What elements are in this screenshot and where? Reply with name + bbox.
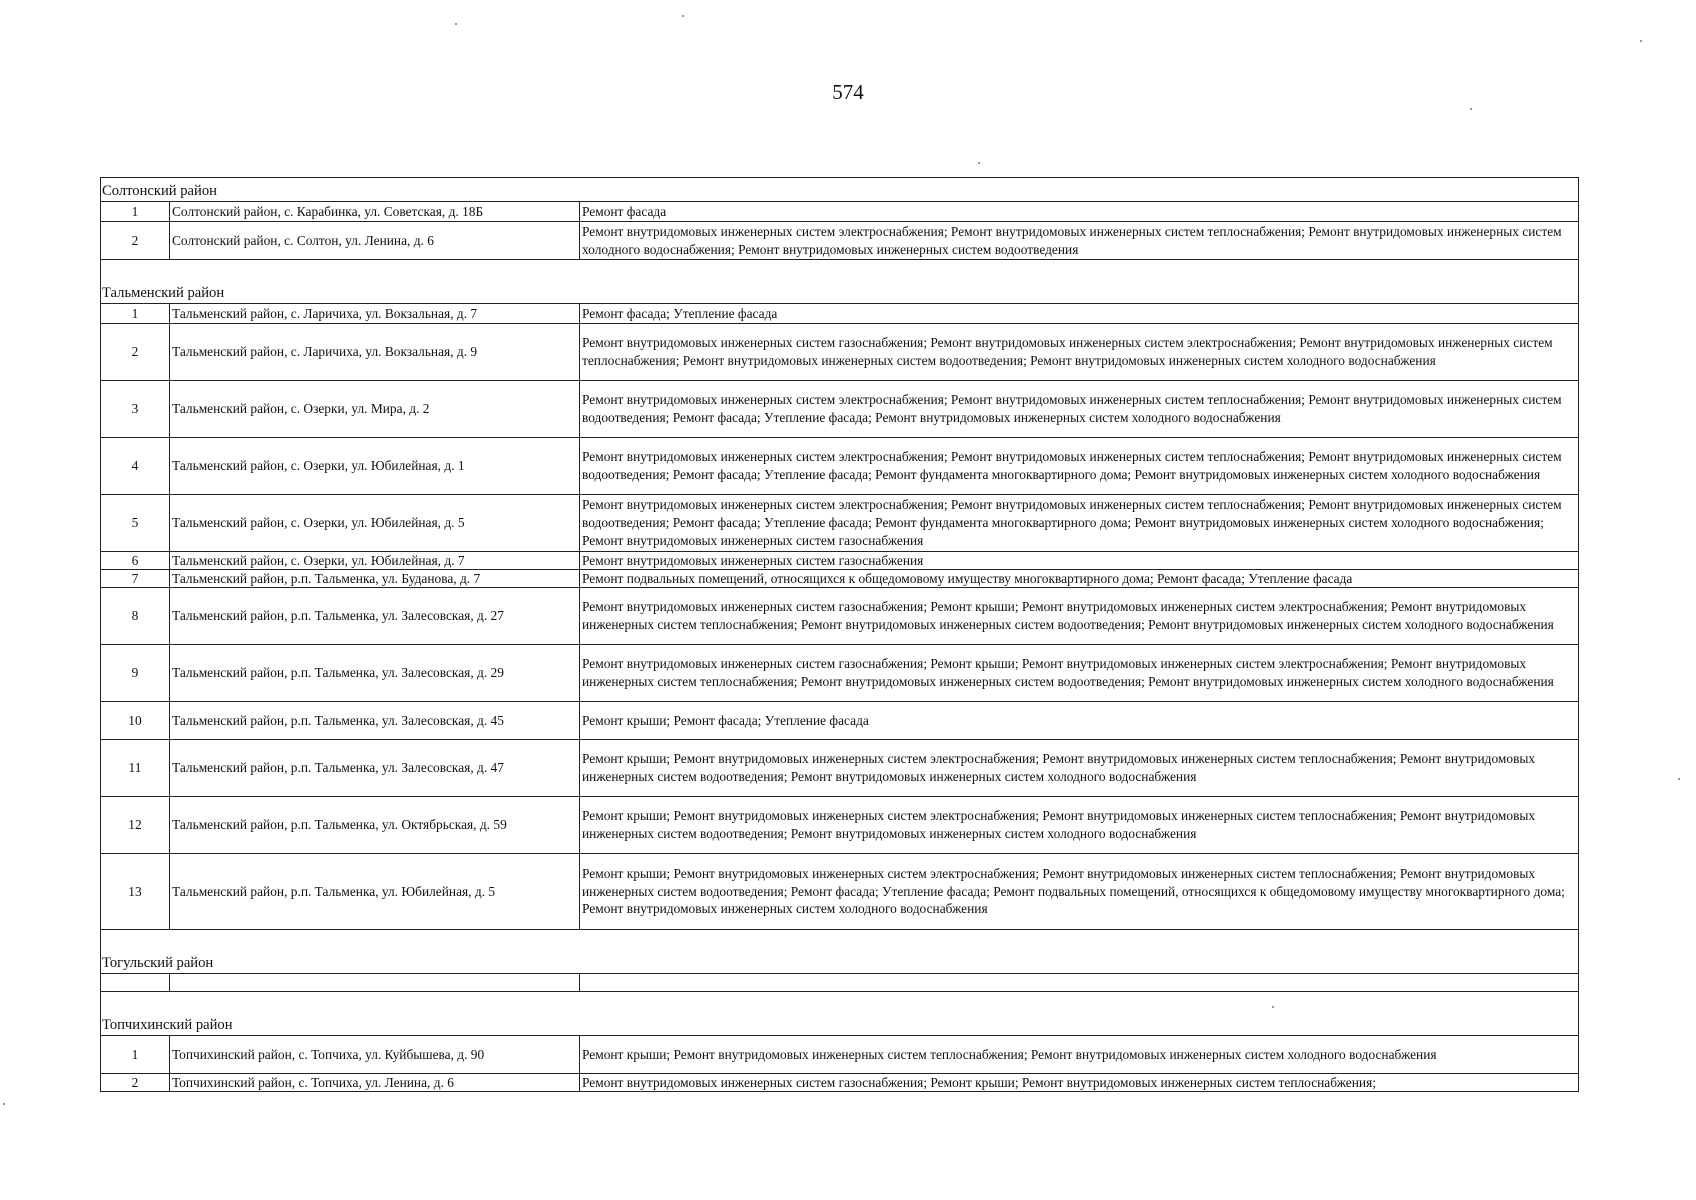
row-number: 10 [101,702,170,740]
row-number: 9 [101,645,170,702]
scan-speck [3,1103,5,1105]
empty-cell [580,974,1579,992]
row-number: 2 [101,222,170,260]
address-cell: Тальменский район, р.п. Тальменка, ул. Октябрьская, д. 59 [170,797,580,854]
works-cell: Ремонт внутридомовых инженерных систем газоснабжения; Ремонт крыши; Ремонт внутридомовых инженерных систем электроснабжения; Ремонт внутридомовых инженерных систем теплоснабжения; Ремонт внутридомовых инженерных систем водоотведения; Ремонт внутридомовых инженерных систем холодного водоснабжения [580,645,1579,702]
scan-speck [1640,40,1642,42]
address-cell: Тальменский район, р.п. Тальменка, ул. Юбилейная, д. 5 [170,854,580,930]
scan-speck [682,15,684,17]
works-cell: Ремонт внутридомовых инженерных систем газоснабжения; Ремонт внутридомовых инженерных систем электроснабжения; Ремонт внутридомовых инженерных систем теплоснабжения; Ремонт внутридомовых инженерных систем водоотведения; Ремонт внутридомовых инженерных систем холодного водоснабжения [580,324,1579,381]
works-cell: Ремонт внутридомовых инженерных систем газоснабжения [580,552,1579,570]
scan-speck [1470,108,1472,110]
works-cell: Ремонт внутридомовых инженерных систем электроснабжения; Ремонт внутридомовых инженерных систем теплоснабжения; Ремонт внутридомовых инженерных систем водоотведения; Ремонт фасада; Утепление фасада; Ремонт фундамента многоквартирного дома; Ремонт внутридомовых инженерных систем холодного водоснабжения; Ремонт внутридомовых инженерных систем газоснабжения [580,495,1579,552]
district-header-row [101,178,1579,202]
scan-speck [455,23,457,25]
district-header-row [101,260,1579,304]
works-cell: Ремонт внутридомовых инженерных систем электроснабжения; Ремонт внутридомовых инженерных систем теплоснабжения; Ремонт внутридомовых инженерных систем водоотведения; Ремонт фасада; Утепление фасада; Ремонт внутридомовых инженерных систем холодного водоснабжения [580,381,1579,438]
address-cell: Солтонский район, с. Солтон, ул. Ленина, д. 6 [170,222,580,260]
table-row [101,645,1579,702]
table-row [101,324,1579,381]
row-number: 4 [101,438,170,495]
row-number: 1 [101,304,170,324]
table-row [101,1074,1579,1092]
table-row [101,570,1579,588]
works-cell: Ремонт внутридомовых инженерных систем газоснабжения; Ремонт крыши; Ремонт внутридомовых инженерных систем теплоснабжения; [580,1074,1579,1092]
row-number: 7 [101,570,170,588]
address-cell: Тальменский район, с. Ларичиха, ул. Вокзальная, д. 9 [170,324,580,381]
district-header-row [101,992,1579,1036]
row-number: 2 [101,324,170,381]
row-number: 1 [101,202,170,222]
table-row [101,588,1579,645]
row-number: 3 [101,381,170,438]
works-cell: Ремонт внутридомовых инженерных систем электроснабжения; Ремонт внутридомовых инженерных систем теплоснабжения; Ремонт внутридомовых инженерных систем холодного водоснабжения; Ремонт внутридомовых инженерных систем водоотведения [580,222,1579,260]
works-cell: Ремонт крыши; Ремонт фасада; Утепление фасада [580,702,1579,740]
works-cell: Ремонт фасада [580,202,1579,222]
address-cell: Тальменский район, с. Озерки, ул. Юбилейная, д. 1 [170,438,580,495]
address-cell: Тальменский район, с. Ларичиха, ул. Вокзальная, д. 7 [170,304,580,324]
works-cell: Ремонт фасада; Утепление фасада [580,304,1579,324]
address-cell: Топчихинский район, с. Топчиха, ул. Куйбышева, д. 90 [170,1036,580,1074]
address-cell: Тальменский район, с. Озерки, ул. Юбилейная, д. 7 [170,552,580,570]
row-number: 12 [101,797,170,854]
row-number: 5 [101,495,170,552]
address-cell: Тальменский район, р.п. Тальменка, ул. Залесовская, д. 47 [170,740,580,797]
address-cell: Тальменский район, р.п. Тальменка, ул. Залесовская, д. 29 [170,645,580,702]
works-cell: Ремонт подвальных помещений, относящихся к общедомовому имуществу многоквартирного дома; Ремонт фасада; Утепление фасада [580,570,1579,588]
table-row [101,702,1579,740]
row-number: 11 [101,740,170,797]
works-cell: Ремонт внутридомовых инженерных систем газоснабжения; Ремонт крыши; Ремонт внутридомовых инженерных систем электроснабжения; Ремонт внутридомовых инженерных систем теплоснабжения; Ремонт внутридомовых инженерных систем водоотведения; Ремонт внутридомовых инженерных систем холодного водоснабжения [580,588,1579,645]
table-row [101,797,1579,854]
works-cell: Ремонт крыши; Ремонт внутридомовых инженерных систем электроснабжения; Ремонт внутридомовых инженерных систем теплоснабжения; Ремонт внутридомовых инженерных систем водоотведения; Ремонт внутридомовых инженерных систем холодного водоснабжения [580,797,1579,854]
table-row [101,495,1579,552]
empty-cell [170,974,580,992]
repair-program-table [100,177,1579,1092]
address-cell: Топчихинский район, с. Топчиха, ул. Ленина, д. 6 [170,1074,580,1092]
address-cell: Тальменский район, с. Озерки, ул. Юбилейная, д. 5 [170,495,580,552]
empty-cell [101,974,170,992]
works-cell: Ремонт крыши; Ремонт внутридомовых инженерных систем теплоснабжения; Ремонт внутридомовых инженерных систем холодного водоснабжения [580,1036,1579,1074]
district-name: Тогульский район [101,930,1579,974]
row-number: 1 [101,1036,170,1074]
district-name: Топчихинский район [101,992,1579,1036]
row-number: 8 [101,588,170,645]
table-row [101,202,1579,222]
table-row [101,854,1579,930]
row-number: 13 [101,854,170,930]
scan-speck [1678,778,1680,780]
table-row [101,222,1579,260]
page-number: 574 [832,80,864,104]
row-number: 6 [101,552,170,570]
address-cell: Тальменский район, с. Озерки, ул. Мира, д. 2 [170,381,580,438]
address-cell: Тальменский район, р.п. Тальменка, ул. Залесовская, д. 27 [170,588,580,645]
row-number: 2 [101,1074,170,1092]
scan-speck [978,162,980,164]
table-row [101,381,1579,438]
works-cell: Ремонт крыши; Ремонт внутридомовых инженерных систем электроснабжения; Ремонт внутридомовых инженерных систем теплоснабжения; Ремонт внутридомовых инженерных систем водоотведения; Ремонт фасада; Утепление фасада; Ремонт подвальных помещений, относящихся к общедомовому имуществу многоквартирного дома; Ремонт внутридомовых инженерных систем холодного водоснабжения [580,854,1579,930]
table-row [101,1036,1579,1074]
empty-table-row [101,974,1579,992]
table-row [101,552,1579,570]
table-row [101,438,1579,495]
works-cell: Ремонт внутридомовых инженерных систем электроснабжения; Ремонт внутридомовых инженерных систем теплоснабжения; Ремонт внутридомовых инженерных систем водоотведения; Ремонт фасада; Утепление фасада; Ремонт фундамента многоквартирного дома; Ремонт внутридомовых инженерных систем холодного водоснабжения [580,438,1579,495]
district-header-row [101,930,1579,974]
address-cell: Солтонский район, с. Карабинка, ул. Советская, д. 18Б [170,202,580,222]
district-name: Тальменский район [101,260,1579,304]
address-cell: Тальменский район, р.п. Тальменка, ул. Буданова, д. 7 [170,570,580,588]
table-row [101,304,1579,324]
address-cell: Тальменский район, р.п. Тальменка, ул. Залесовская, д. 45 [170,702,580,740]
district-name: Солтонский район [101,178,1579,202]
table-row [101,740,1579,797]
works-cell: Ремонт крыши; Ремонт внутридомовых инженерных систем электроснабжения; Ремонт внутридомовых инженерных систем теплоснабжения; Ремонт внутридомовых инженерных систем водоотведения; Ремонт внутридомовых инженерных систем холодного водоснабжения [580,740,1579,797]
